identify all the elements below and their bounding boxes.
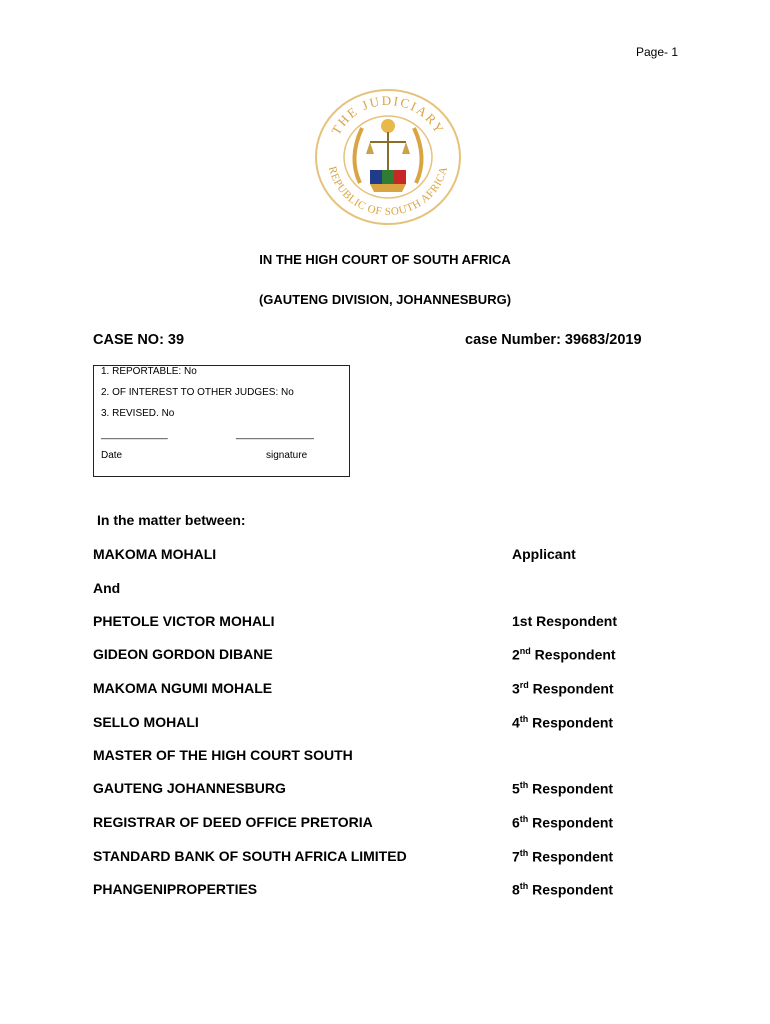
date-underline: ____________ <box>101 429 168 440</box>
court-division: (GAUTENG DIVISION, JOHANNESBURG) <box>258 292 512 307</box>
revised-line: 3. REVISED. No <box>101 408 175 419</box>
party-name: GAUTENG JOHANNESBURG <box>93 780 286 796</box>
page-number: Page- 1 <box>635 45 678 59</box>
party-role: 5th Respondent <box>512 780 614 797</box>
party-role: 1st Respondent <box>512 613 618 629</box>
party-role: 7th Respondent <box>512 848 614 865</box>
party-role: 4th Respondent <box>512 714 614 731</box>
signature-underline: ______________ <box>236 429 314 440</box>
party-name: MASTER OF THE HIGH COURT SOUTH <box>93 747 353 763</box>
party-role: 6th Respondent <box>512 814 614 831</box>
case-number-right: case Number: 39683/2019 <box>465 332 642 348</box>
party-name: STANDARD BANK OF SOUTH AFRICA LIMITED <box>93 848 407 864</box>
party-name: PHANGENIPROPERTIES <box>93 881 258 897</box>
party-name: PHETOLE VICTOR MOHALI <box>93 613 275 629</box>
party-name: REGISTRAR OF DEED OFFICE PRETORIA <box>93 814 373 830</box>
reportable-box <box>93 365 350 477</box>
party-role: 2nd Respondent <box>512 646 616 663</box>
svg-text:REPUBLIC OF SOUTH AFRICA: REPUBLIC OF SOUTH AFRICA <box>325 165 451 219</box>
party-role: Applicant <box>512 546 576 562</box>
interest-line: 2. OF INTEREST TO OTHER JUDGES: No <box>101 387 294 398</box>
party-name: And <box>93 580 121 596</box>
party-name: SELLO MOHALI <box>93 714 199 730</box>
judiciary-seal-icon <box>314 88 462 226</box>
party-name: MAKOMA NGUMI MOHALE <box>93 680 273 696</box>
party-role: 3rd Respondent <box>512 680 614 697</box>
reportable-line: 1. REPORTABLE: No <box>101 366 197 377</box>
party-name: MAKOMA MOHALI <box>93 546 217 562</box>
court-title: IN THE HIGH COURT OF SOUTH AFRICA <box>259 252 511 267</box>
party-role: 8th Respondent <box>512 881 614 898</box>
svg-text:THE JUDICIARY: THE JUDICIARY <box>328 92 448 138</box>
case-number-left: CASE NO: 39 <box>93 332 185 348</box>
date-label: Date <box>101 450 123 461</box>
matter-heading: In the matter between: <box>97 512 246 528</box>
party-name: GIDEON GORDON DIBANE <box>93 646 273 662</box>
signature-label: signature <box>266 450 308 461</box>
